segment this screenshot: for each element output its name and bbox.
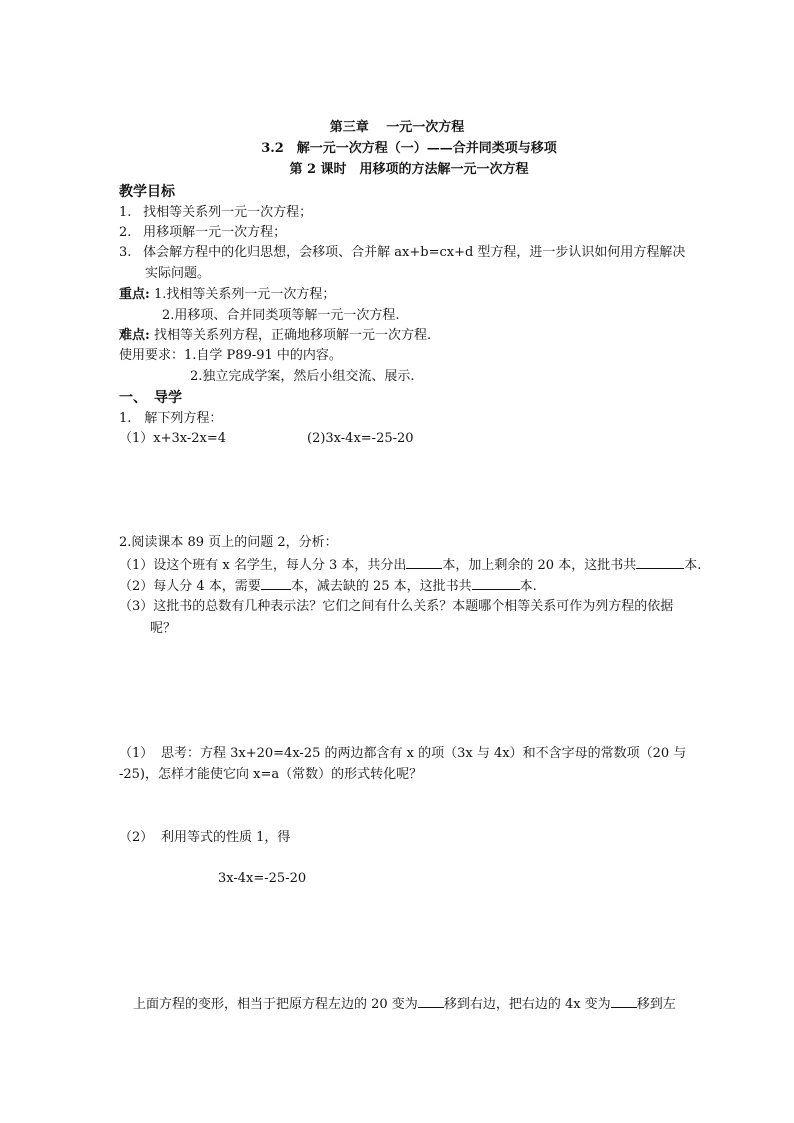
chapter-title: 第三章 一元一次方程 xyxy=(329,120,465,135)
goal-item: 3. 体会解方程中的化归思想，会移项、合并解 ax+b=cx+d 型方程，进一步认识如何用方程解决 xyxy=(119,245,686,260)
answer-blank[interactable] xyxy=(611,995,637,1008)
goals-heading: 教学目标 xyxy=(119,184,175,200)
question-1: 1. 解下列方程： xyxy=(119,411,223,426)
question-2c-continued: 呢？ xyxy=(150,621,177,636)
usage-requirements: 使用要求：1.自学 P89-91 中的内容。 xyxy=(119,348,342,363)
transform-explanation: 上面方程的变形，相当于把原方程左边的 20 变为 移到右边，把右边的 4x 变为 移到左 xyxy=(133,997,676,1012)
property-step: （2） 利用等式的性质 1，得 xyxy=(119,830,291,845)
answer-blank[interactable] xyxy=(418,995,444,1008)
answer-blank[interactable] xyxy=(472,577,520,590)
question-2c: （3）这批书的总数有几种表示法？它们之间有什么关系？本题哪个相等关系可作为列方程的依据 xyxy=(119,599,674,614)
equation-1: （1）x+3x-2x=4 xyxy=(119,431,227,446)
think-prompt-continued: -25)，怎样才能使它向 x=a（常数）的形式转化呢？ xyxy=(119,767,423,782)
lesson-title: 第 2 课时 用移项的方法解一元一次方程 xyxy=(289,162,529,177)
answer-blank[interactable] xyxy=(406,556,442,569)
equation-2: (2)3x-4x=-25-20 xyxy=(307,431,414,446)
think-prompt: （1） 思考：方程 3x+20=4x-25 的两边都含有 x 的项（3x 与 4x）和不含字母的常数项（20 与 xyxy=(119,746,687,761)
difficulty: 难点: 找相等关系列方程，正确地移项解一元一次方程. xyxy=(119,328,432,343)
answer-blank[interactable] xyxy=(261,577,291,590)
goal-item-continued: 实际问题。 xyxy=(145,266,211,281)
guide-heading: 一、 导学 xyxy=(119,390,182,406)
key-points: 重点: 1.找相等关系列一元一次方程； xyxy=(119,287,336,302)
section-title: 3.2 解一元一次方程（一）——合并同类项与移项 xyxy=(261,141,557,156)
usage-requirements-line2: 2.独立完成学案，然后小组交流、展示. xyxy=(190,369,415,384)
goal-item: 2. 用移项解一元一次方程； xyxy=(119,225,287,240)
answer-blank[interactable] xyxy=(636,556,684,569)
property-equation: 3x-4x=-25-20 xyxy=(218,871,307,886)
question-2a: （1）设这个班有 x 名学生，每人分 3 本，共分出 本，加上剩余的 20 本，这批书共 本. xyxy=(119,558,702,573)
goal-item: 1. 找相等关系列一元一次方程； xyxy=(119,205,313,220)
key-points-line2: 2.用移项、合并同类项等解一元一次方程. xyxy=(162,308,400,323)
question-2: 2.阅读课本 89 页上的问题 2，分析： xyxy=(119,535,338,550)
question-2b: （2）每人分 4 本，需要 本，减去缺的 25 本，这批书共 本. xyxy=(119,579,537,594)
